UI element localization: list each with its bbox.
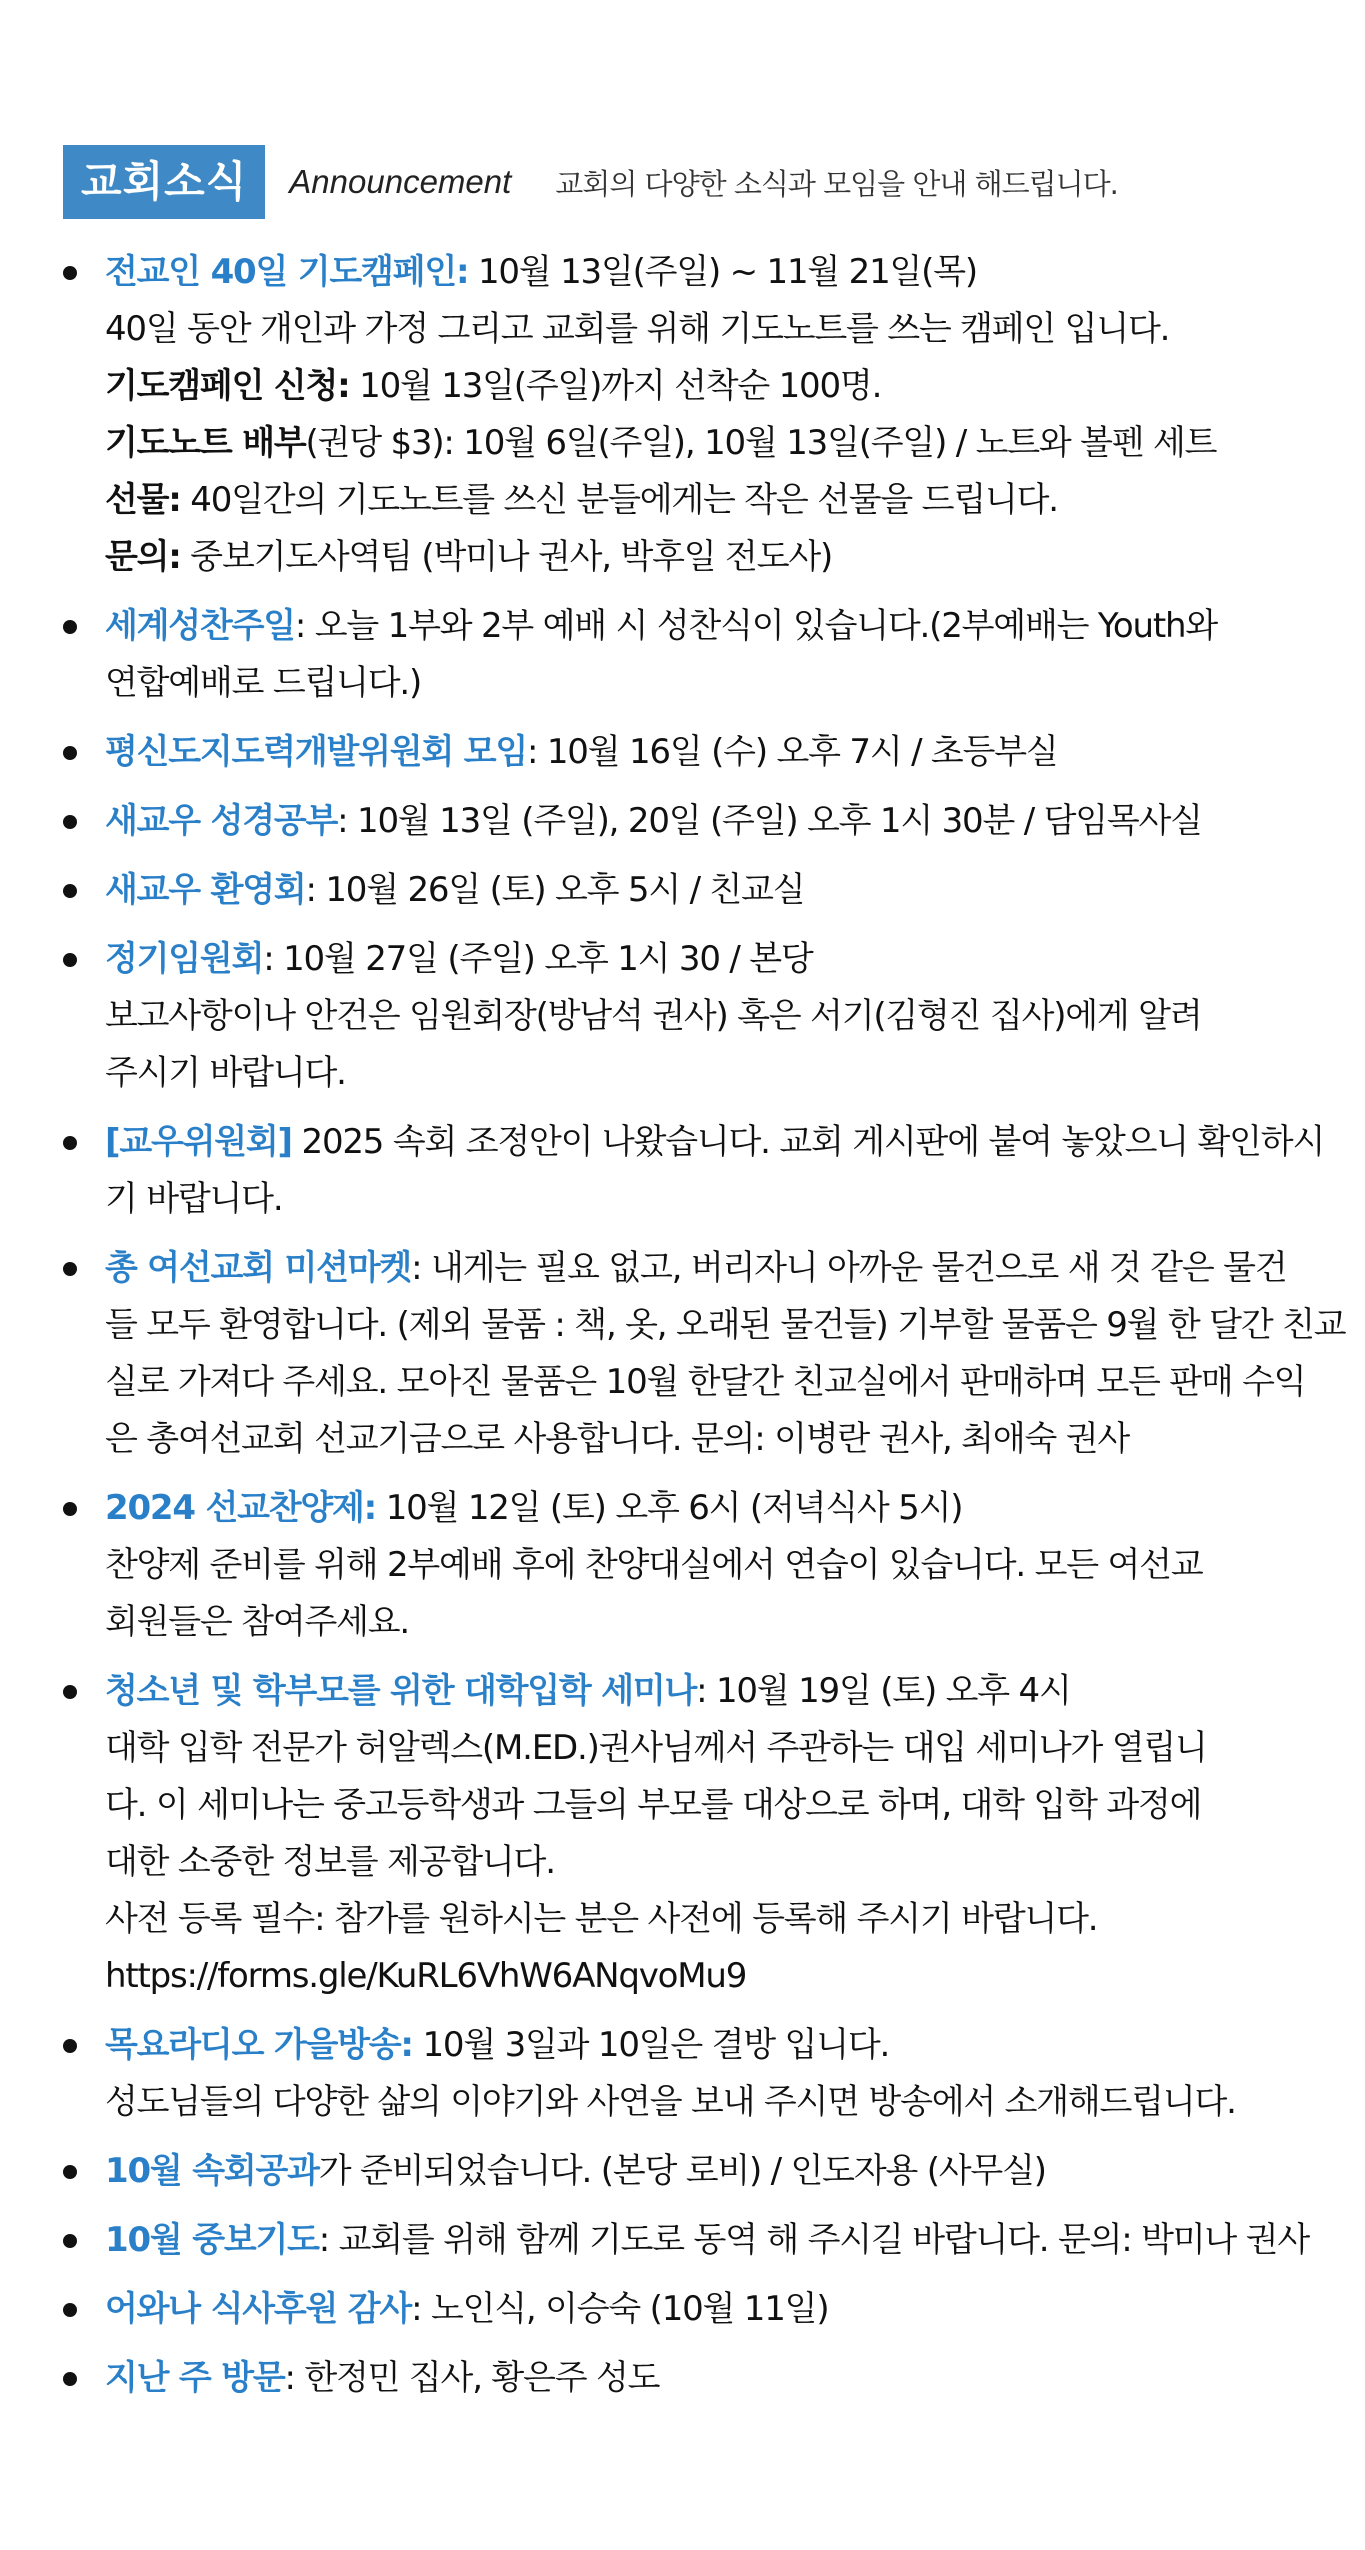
item-title: 새교우 성경공부 xyxy=(105,801,338,841)
item-detail-line xyxy=(105,1720,1340,1777)
bullet-icon xyxy=(63,2303,77,2317)
item-text: : 교회를 위해 함께 기도로 동역 해 주시길 바랍니다. 문의: 박미나 권사 xyxy=(318,2220,1309,2260)
bullet-icon xyxy=(63,1136,77,1150)
bullet-icon xyxy=(63,746,77,760)
item-first-line xyxy=(105,1240,1340,1297)
item-title: 평신도지도력개발위원회 모임 xyxy=(105,732,528,772)
detail-text: 대학 입학 전문가 허알렉스(M.ED.)권사님께서 주관하는 대입 세미나가 열립니 xyxy=(105,1728,1207,1768)
announcement-item xyxy=(60,2017,1340,2131)
announcement-header xyxy=(63,145,1118,219)
bullet-icon xyxy=(63,815,77,829)
detail-text: 회원들은 참여주세요. xyxy=(105,1602,410,1642)
item-text: : 10월 16일 (수) 오후 7시 / 초등부실 xyxy=(527,732,1058,772)
announcement-item xyxy=(60,1240,1346,1468)
item-first-line xyxy=(105,1114,1340,1171)
item-detail-line xyxy=(105,358,1340,415)
detail-text: 연합예배로 드립니다.) xyxy=(105,663,422,703)
bullet-icon xyxy=(63,884,77,898)
item-first-line xyxy=(105,2281,1340,2338)
bullet-icon xyxy=(63,266,77,280)
detail-text: 보고사항이나 안건은 임원회장(방남석 권사) 혹은 서기(김형진 집사)에게 알려 xyxy=(105,996,1202,1036)
detail-label: 기도노트 배부 xyxy=(105,423,306,463)
bullet-icon xyxy=(63,2165,77,2179)
item-first-line xyxy=(105,244,1340,301)
detail-text: 주시기 바랍니다. xyxy=(105,1053,346,1093)
bullet-icon xyxy=(63,620,77,634)
item-title: [교우위원회] xyxy=(105,1122,292,1162)
bullet-icon xyxy=(63,1685,77,1699)
item-detail-line xyxy=(105,655,1340,712)
item-title: 지난 주 방문 xyxy=(105,2358,285,2398)
item-first-line xyxy=(105,793,1340,850)
item-title: 총 여선교회 미션마켓 xyxy=(105,1248,412,1288)
item-detail-line xyxy=(105,301,1340,358)
item-first-line xyxy=(105,862,1340,919)
detail-text: 40일 동안 개인과 가정 그리고 교회를 위해 기도노트를 쓰는 캠페인 입니다. xyxy=(105,309,1170,349)
item-title: 목요라디오 가을방송: xyxy=(105,2025,413,2065)
detail-text: 대한 소중한 정보를 제공합니다. xyxy=(105,1842,555,1882)
item-text: : 10월 26일 (토) 오후 5시 / 친교실 xyxy=(305,870,805,910)
item-title: 청소년 및 학부모를 위한 대학입학 세미나 xyxy=(105,1671,697,1711)
item-detail-line xyxy=(105,1891,1340,1948)
detail-text: (권당 $3): 10월 6일(주일), 10월 13일(주일) / 노트와 볼펜 세트 xyxy=(305,423,1217,463)
item-detail-line xyxy=(105,1411,1340,1468)
item-title: 새교우 환영회 xyxy=(105,870,306,910)
item-detail-line xyxy=(105,415,1340,472)
bullet-icon xyxy=(63,1262,77,1276)
item-first-line xyxy=(105,2143,1340,2200)
item-text: 10월 3일과 10일은 결방 입니다. xyxy=(412,2025,890,2065)
item-first-line xyxy=(105,2350,1340,2407)
bullet-icon xyxy=(63,1502,77,1516)
item-detail-line xyxy=(105,1171,1340,1228)
item-title: 10월 속회공과 xyxy=(105,2151,319,2191)
item-detail-line xyxy=(105,1354,1340,1411)
item-detail-line xyxy=(105,988,1340,1045)
item-detail-line xyxy=(105,472,1340,529)
item-title: 어와나 식사후원 감사 xyxy=(105,2289,412,2329)
item-first-line xyxy=(105,724,1340,781)
item-title: 전교인 40일 기도캠페인: xyxy=(105,252,469,292)
announcement-item xyxy=(60,598,1340,712)
section-english-title: Announcement xyxy=(289,163,512,200)
section-badge: 교회소식 xyxy=(63,145,265,219)
detail-text: 중보기도사역팀 (박미나 권사, 박후일 전도사) xyxy=(180,537,833,577)
section-description: 교회의 다양한 소식과 모임을 안내 해드립니다. xyxy=(555,166,1118,201)
bullet-icon xyxy=(63,2039,77,2053)
announcement-item xyxy=(60,2212,1340,2269)
detail-label: 기도캠페인 신청: xyxy=(105,366,350,406)
item-text: : 오늘 1부와 2부 예배 시 성찬식이 있습니다.(2부예배는 Youth와 xyxy=(294,606,1217,646)
announcement-item xyxy=(60,244,1340,586)
announcement-list xyxy=(60,244,1346,2419)
item-first-line xyxy=(105,931,1340,988)
bullet-icon xyxy=(63,953,77,967)
announcement-item xyxy=(60,793,1340,850)
detail-text: 사전 등록 필수: 참가를 원하시는 분은 사전에 등록해 주시기 바랍니다. xyxy=(105,1899,1098,1939)
item-text: : 10월 19일 (토) 오후 4시 xyxy=(696,1671,1071,1711)
item-text: : 10월 27일 (주일) 오후 1시 30 / 본당 xyxy=(263,939,813,979)
detail-text: 찬양제 준비를 위해 2부예배 후에 찬양대실에서 연습이 있습니다. 모든 여선교 xyxy=(105,1545,1203,1585)
item-text: 가 준비되었습니다. (본당 로비) / 인도자용 (사무실) xyxy=(318,2151,1046,2191)
detail-text: 40일간의 기도노트를 쓰신 분들에게는 작은 선물을 드립니다. xyxy=(180,480,1058,520)
item-detail-line xyxy=(105,1777,1340,1834)
announcement-item xyxy=(60,862,1340,919)
item-detail-line xyxy=(105,1537,1340,1594)
item-text: 2025 속회 조정안이 나왔습니다. 교회 게시판에 붙여 놓았으니 확인하시 xyxy=(291,1122,1325,1162)
item-detail-line xyxy=(105,1297,1346,1354)
item-text: : 한정민 집사, 황은주 성도 xyxy=(284,2358,660,2398)
item-first-line xyxy=(105,1663,1340,1720)
announcement-item xyxy=(60,1663,1340,2005)
bullet-icon xyxy=(63,2372,77,2386)
item-title: 정기임원회 xyxy=(105,939,264,979)
item-title: 세계성찬주일 xyxy=(105,606,295,646)
item-detail-line xyxy=(105,2074,1340,2131)
detail-text: 기 바랍니다. xyxy=(105,1179,283,1219)
bullet-icon xyxy=(63,2234,77,2248)
detail-text: 들 모두 환영합니다. (제외 물품 : 책, 옷, 오래된 물건들) 기부할 물품은 9월 한 달간 친교 xyxy=(105,1305,1346,1345)
item-first-line xyxy=(105,2212,1340,2269)
announcement-item xyxy=(60,2143,1340,2200)
item-text: 10월 13일(주일) ~ 11월 21일(목) xyxy=(468,252,977,292)
detail-text: 성도님들의 다양한 삶의 이야기와 사연을 보내 주시면 방송에서 소개해드립니다. xyxy=(105,2082,1236,2122)
item-text: : 10월 13일 (주일), 20일 (주일) 오후 1시 30분 / 담임목사실 xyxy=(337,801,1202,841)
announcement-item xyxy=(60,1480,1340,1651)
item-detail-line xyxy=(105,529,1340,586)
item-first-line xyxy=(105,2017,1340,2074)
item-first-line xyxy=(105,1480,1340,1537)
detail-label: 문의: xyxy=(105,537,181,577)
announcement-item xyxy=(60,931,1340,1102)
item-first-line xyxy=(105,598,1340,655)
item-detail-line xyxy=(105,1948,1340,2005)
item-text: : 내게는 필요 없고, 버리자니 아까운 물건으로 새 것 같은 물건 xyxy=(411,1248,1287,1288)
detail-text: https://forms.gle/KuRL6VhW6ANqvoMu9 xyxy=(105,1956,747,1996)
item-detail-line xyxy=(105,1045,1340,1102)
item-detail-line xyxy=(105,1834,1340,1891)
detail-text: 다. 이 세미나는 중고등학생과 그들의 부모를 대상으로 하며, 대학 입학 과정에 xyxy=(105,1785,1202,1825)
item-text: : 노인식, 이승숙 (10월 11일) xyxy=(411,2289,829,2329)
detail-label: 선물: xyxy=(105,480,181,520)
announcement-item xyxy=(60,1114,1340,1228)
detail-text: 10월 13일(주일)까지 선착순 100명. xyxy=(349,366,882,406)
announcement-item xyxy=(60,724,1340,781)
item-title: 10월 중보기도 xyxy=(105,2220,319,2260)
announcement-item xyxy=(60,2281,1340,2338)
item-title: 2024 선교찬양제: xyxy=(105,1488,377,1528)
detail-text: 은 총여선교회 선교기금으로 사용합니다. 문의: 이병란 권사, 최애숙 권사 xyxy=(105,1419,1130,1459)
announcement-item xyxy=(60,2350,1340,2407)
item-detail-line xyxy=(105,1594,1340,1651)
detail-text: 실로 가져다 주세요. 모아진 물품은 10월 한달간 친교실에서 판매하며 모든 판매 수익 xyxy=(105,1362,1306,1402)
item-text: 10월 12일 (토) 오후 6시 (저녁식사 5시) xyxy=(376,1488,963,1528)
